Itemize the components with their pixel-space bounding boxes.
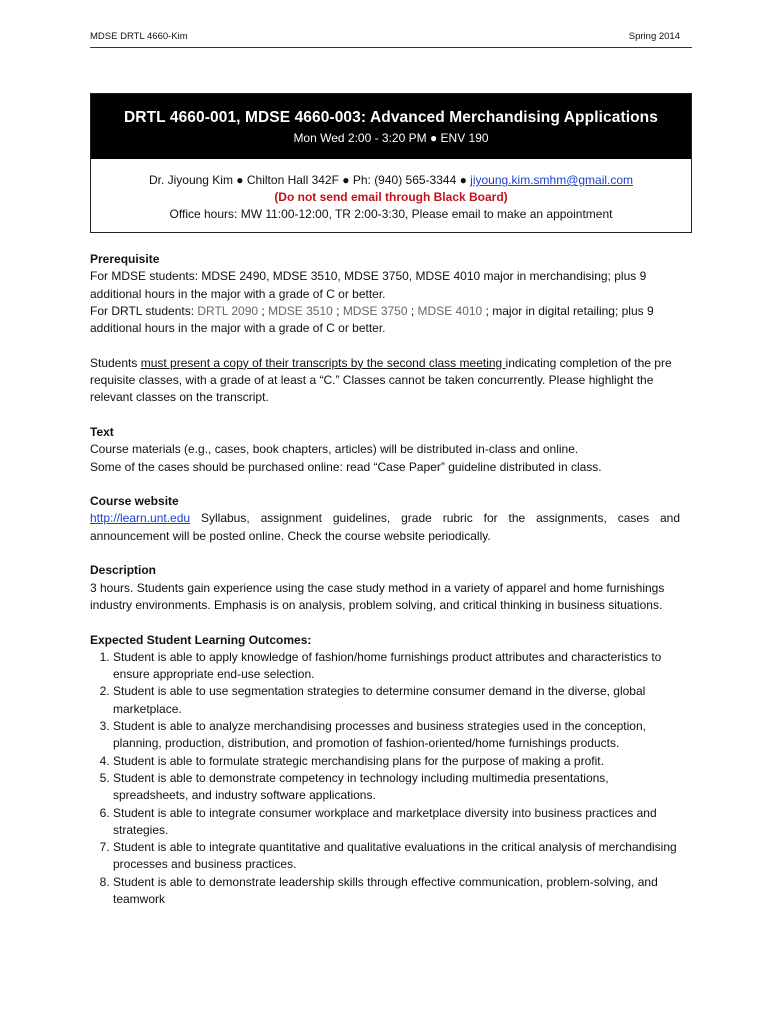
list-item: 6. Student is able to integrate consumer workplace and marketplace diversity into business practices and strategies. (113, 805, 680, 840)
prerequisite-drtl: For DRTL students: DRTL 2090 ; MDSE 3510 ; MDSE 3750 ; MDSE 4010 ; major in digital retailing; plus 9 additional hours in the major with a grade of C or better. (90, 303, 654, 336)
email-warning: (Do not send email through Black Board) (274, 190, 508, 204)
list-item: 4. Student is able to formulate strategic merchandising plans for the purpose of making a profit. (113, 753, 680, 770)
syllabus-body (90, 251, 680, 908)
outcomes-list (90, 649, 680, 908)
description-heading: Description (90, 563, 157, 578)
course-schedule: Mon Wed 2:00 - 3:20 PM ● ENV 190 (293, 131, 489, 145)
transcript-requirement (90, 355, 680, 407)
instructor-contact (91, 159, 691, 223)
drtl-course-3: MDSE 3750 (342, 303, 408, 318)
drtl-course-1: DRTL 2090 (197, 303, 259, 318)
instructor-details: Dr. Jiyoung Kim ● Chilton Hall 342F ● Ph: (940) 565-3344 ● (148, 173, 471, 187)
list-item: 8. Student is able to demonstrate leadership skills through effective communication, problem-solving, and teamwork (113, 874, 680, 909)
prerequisite-mdse: For MDSE students: MDSE 2490, MDSE 3510, MDSE 3750, MDSE 4010 major in merchandising; plus 9 additional hours in the major with a grade of C or better. (90, 269, 647, 301)
list-item: 7. Student is able to integrate quantitative and qualitative evaluations in the critical analysis of merchandising processes and business practices. (113, 839, 680, 874)
course-title-banner (91, 94, 691, 159)
running-header-term: Spring 2014 (628, 31, 680, 42)
list-item: 5. Student is able to demonstrate competency in technology including multimedia presentations, spreadsheets, and industry software applications. (113, 770, 680, 805)
text-line-1: Course materials (e.g., cases, book chapters, articles) will be distributed in-class and online. (90, 442, 579, 457)
course-website-link[interactable]: http://learn.unt.edu (90, 511, 191, 526)
office-hours: Office hours: MW 11:00-12:00, TR 2:00-3:30, Please email to make an appointment (169, 207, 613, 221)
list-item: 2. Student is able to use segmentation strategies to determine consumer demand in the diverse, global marketplace. (113, 683, 680, 718)
website-body: Syllabus, assignment guidelines, grade rubric for the assignments, cases and announcement will be posted online. Check the course website periodically. (90, 511, 680, 543)
description-body: 3 hours. Students gain experience using the case study method in a variety of apparel and home furnishings industry environments. Emphasis is on analysis, problem solving, and critical thinking in business situations. (90, 580, 665, 612)
instructor-email-link[interactable]: jiyoung.kim.smhm@gmail.com (470, 173, 634, 187)
header-rule (90, 47, 692, 48)
drtl-suffix: ; major in digital retailing; plus 9 additional hours in the major with a grade of C or better. (90, 303, 654, 336)
prerequisite-heading: Prerequisite (90, 252, 160, 266)
transcript-post: indicating completion of the pre requisite classes, with a grade of at least a “C.” Classes cannot be taken concurrently. Please highlight the relevant classes on the transcript. (90, 355, 672, 405)
text-line-2: Some of the cases should be purchased online: read “Case Paper” guideline distributed in class. (90, 459, 602, 474)
transcript-pre: Students (90, 355, 141, 370)
contact-line (91, 172, 691, 189)
course-title: DRTL 4660-001, MDSE 4660-003: Advanced Merchandising Applications (124, 109, 658, 126)
outcomes-heading: Expected Student Learning Outcomes: (90, 632, 312, 647)
list-item: 3. Student is able to analyze merchandising processes and business strategies used in the conception, planning, production, distribution, and promotion of fashion-oriented/home furnishings products. (113, 718, 680, 753)
drtl-prefix: For DRTL students: (90, 303, 198, 318)
drtl-course-2: MDSE 3510 (268, 303, 333, 318)
website-heading: Course website (90, 494, 179, 509)
course-info-box (90, 93, 692, 233)
website-paragraph (90, 510, 680, 545)
transcript-emphasis: must present a copy of their transcripts by the second class meeting (140, 355, 506, 370)
text-heading: Text (90, 424, 114, 439)
running-header-course: MDSE DRTL 4660-Kim (90, 31, 188, 42)
drtl-course-4: MDSE 4010 (417, 303, 483, 318)
list-item: 1. Student is able to apply knowledge of fashion/home furnishings product attributes and characteristics to ensure appropriate end-use selection. (113, 649, 680, 684)
